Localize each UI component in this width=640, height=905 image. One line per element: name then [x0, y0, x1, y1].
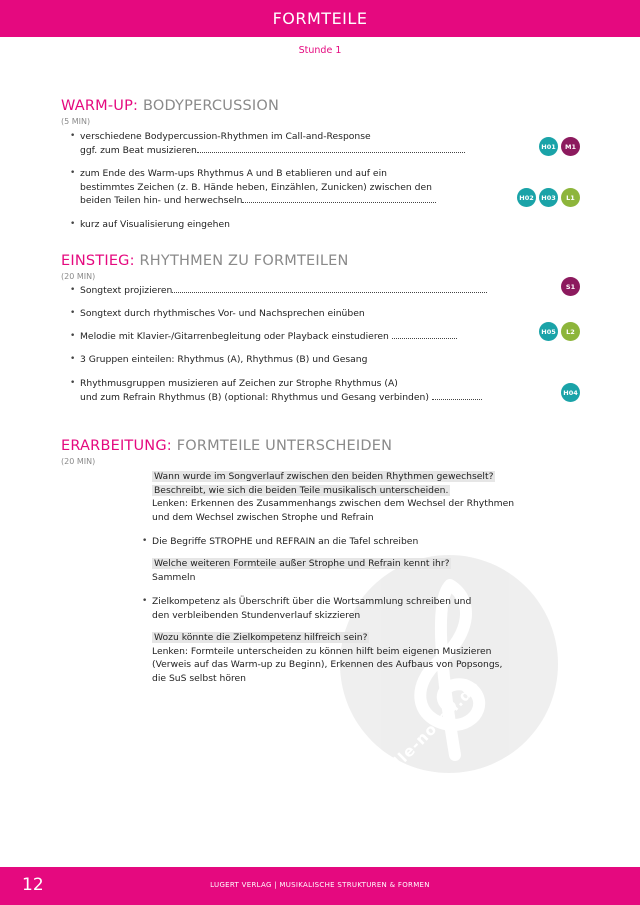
leader-dots — [432, 391, 482, 400]
section-heading — [61, 98, 581, 114]
list-item — [70, 353, 560, 367]
bullet-icon: • — [70, 308, 76, 318]
track-badge: H02 — [517, 188, 536, 207]
guidance-text: und dem Wechsel zwischen Strophe und Refrain — [152, 511, 374, 523]
heading-topic: RHYTHMEN ZU FORMTEILEN — [139, 253, 349, 269]
list-item — [70, 130, 560, 157]
footer-bar — [0, 867, 640, 905]
list-item — [70, 167, 560, 208]
guidance-text: (Verweis auf das Warm-up zu Beginn), Erkennen des Aufbaus von Popsongs, — [152, 659, 503, 670]
item-text: zum Ende des Warm-ups Rhythmus A und B etablieren und auf ein — [80, 168, 387, 179]
leader-dots — [197, 144, 465, 153]
section-heading — [61, 253, 581, 269]
bullet-icon: • — [70, 331, 76, 341]
heading-label: ERARBEITUNG: — [61, 438, 172, 454]
item-text: Songtext durch rhythmisches Vor- und Nachsprechen einüben — [80, 308, 365, 319]
list-item — [70, 307, 560, 321]
question-text: Beschreibt, wie sich die beiden Teile musikalisch unterscheiden. — [154, 484, 449, 496]
guidance-text: die SuS selbst hören — [152, 672, 246, 684]
guidance-text: Lenken: Formteile unterscheiden zu können hilft beim eigenen Musizieren — [152, 645, 492, 657]
badge-group — [561, 277, 580, 296]
section-duration: (20 MIN) — [61, 272, 96, 281]
item-text: Melodie mit Klavier-/Gitarrenbegleitung oder Playback einstudieren — [80, 331, 389, 342]
question-block — [152, 631, 552, 685]
bullet-icon: • — [70, 285, 76, 295]
leader-dots — [242, 194, 436, 203]
lesson-subtitle: Stunde 1 — [298, 45, 342, 56]
badge-group — [561, 383, 580, 402]
list-item — [142, 595, 632, 622]
footer-publisher: LUGERT VERLAG | MUSIKALISCHE STRUKTUREN & FORMEN — [210, 881, 430, 889]
header-bar — [0, 0, 640, 37]
solution-badge: L2 — [561, 322, 580, 341]
bullet-icon: • — [70, 168, 76, 178]
section-duration: (20 MIN) — [61, 457, 96, 466]
section-einstieg — [61, 253, 581, 281]
track-badge: H04 — [561, 383, 580, 402]
guidance-text: Sammeln — [152, 571, 196, 583]
material-badge: M1 — [561, 137, 580, 156]
bullet-icon: • — [70, 354, 76, 364]
item-text: Rhythmusgruppen musizieren auf Zeichen zur Strophe Rhythmus (A) — [80, 378, 398, 389]
item-text: Songtext projizieren — [80, 285, 173, 296]
badge-group — [539, 322, 580, 341]
list-item — [70, 377, 560, 404]
watermark-text: alle-noten.de — [382, 676, 484, 778]
track-badge: H03 — [539, 188, 558, 207]
item-text: verschiedene Bodypercussion-Rhythmen im Call-and-Response — [80, 131, 371, 142]
heading-label: EINSTIEG: — [61, 253, 135, 269]
page-number: 12 — [22, 875, 44, 895]
item-text: Zielkompetenz als Überschrift über die Wortsammlung schreiben und — [152, 596, 472, 607]
heading-label: WARM-UP: — [61, 98, 139, 114]
bullet-icon: • — [142, 596, 148, 606]
track-badge: H01 — [539, 137, 558, 156]
item-text: bestimmtes Zeichen (z. B. Hände heben, Einzählen, Zunicken) zwischen den — [80, 181, 432, 193]
list-item — [70, 284, 560, 298]
bullet-icon: • — [142, 536, 148, 546]
section-erarbeitung — [61, 438, 581, 466]
list-item — [142, 535, 632, 549]
section-warmup — [61, 98, 581, 126]
question-text: Wozu könnte die Zielkompetenz hilfreich sein? — [154, 632, 368, 643]
question-block — [152, 557, 552, 584]
bullet-icon: • — [70, 378, 76, 388]
page-title: FORMTEILE — [272, 9, 368, 28]
heading-topic: FORMTEILE UNTERSCHEIDEN — [176, 438, 393, 454]
badge-group — [539, 137, 580, 156]
item-text: kurz auf Visualisierung eingehen — [80, 219, 230, 230]
question-block — [152, 470, 552, 524]
bullet-icon: • — [70, 131, 76, 141]
item-text: 3 Gruppen einteilen: Rhythmus (A), Rhythmus (B) und Gesang — [80, 354, 368, 365]
list-item — [70, 330, 560, 344]
item-text: den verbleibenden Stundenverlauf skizzieren — [152, 609, 361, 621]
bullet-icon: • — [70, 219, 76, 229]
badge-group — [517, 188, 580, 207]
item-text: ggf. zum Beat musizieren — [80, 144, 197, 156]
item-text: beiden Teilen hin- und herwechseln — [80, 195, 243, 206]
leader-dots — [172, 284, 487, 293]
heading-topic: BODYPERCUSSION — [142, 98, 280, 114]
list-item — [70, 218, 560, 232]
track-badge: H05 — [539, 322, 558, 341]
section-duration: (5 MIN) — [61, 117, 91, 126]
slide-badge: S1 — [561, 277, 580, 296]
leader-dots — [392, 330, 457, 339]
guidance-text: Lenken: Erkennen des Zusammenhangs zwischen dem Wechsel der Rhythmen — [152, 498, 515, 509]
question-text: Wann wurde im Songverlauf zwischen den beiden Rhythmen gewechselt? — [154, 471, 494, 482]
item-text: Die Begriffe STROPHE und REFRAIN an die Tafel schreiben — [152, 536, 419, 547]
item-text: und zum Refrain Rhythmus (B) (optional: Rhythmus und Gesang verbinden) — [80, 391, 429, 403]
question-text: Welche weiteren Formteile außer Strophe und Refrain kennt ihr? — [154, 558, 450, 569]
solution-badge: L1 — [561, 188, 580, 207]
section-heading — [61, 438, 581, 454]
